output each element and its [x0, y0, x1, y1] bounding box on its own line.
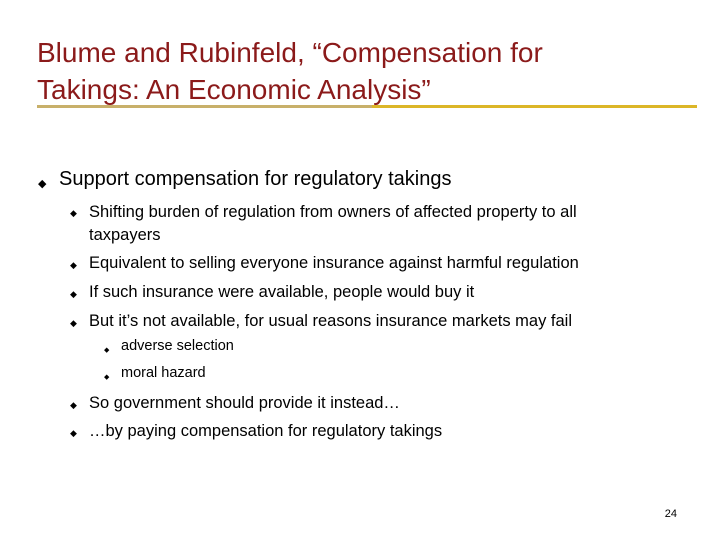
bullet-level2: If such insurance were available, people would buy it [89, 283, 475, 301]
diamond-bullet-icon: ◆ [70, 318, 77, 328]
bullet-level2-line: Shifting burden of regulation from owners of affected property to all [89, 203, 577, 221]
bullet-level2: …by paying compensation for regulatory takings [89, 422, 443, 440]
diamond-bullet-icon: ◆ [70, 400, 77, 410]
slide-title [37, 34, 697, 108]
diamond-bullet-icon: ◆ [70, 289, 77, 299]
diamond-bullet-icon: ◆ [70, 428, 77, 438]
title-underline-right [372, 105, 697, 108]
bullet-level2: Equivalent to selling everyone insurance against harmful regulation [89, 254, 579, 272]
bullet-level3: adverse selection [121, 338, 234, 354]
bullet-level1: Support compensation for regulatory takings [59, 168, 452, 190]
diamond-bullet-icon: ◆ [38, 178, 47, 190]
bullet-level3: moral hazard [121, 365, 206, 381]
diamond-bullet-icon: ◆ [70, 260, 77, 270]
diamond-bullet-icon: ◆ [104, 347, 110, 354]
bullet-level2: So government should provide it instead… [89, 394, 400, 412]
title-underline [37, 105, 697, 108]
title-line-1: Blume and Rubinfeld, “Compensation for [37, 37, 543, 68]
page-number: 24 [664, 508, 677, 520]
title-underline-left [37, 105, 377, 108]
title-line-2: Takings: An Economic Analysis” [37, 74, 431, 105]
bullet-level2: But it’s not available, for usual reasons insurance markets may fail [89, 312, 573, 330]
diamond-bullet-icon: ◆ [104, 374, 110, 381]
diamond-bullet-icon: ◆ [70, 208, 77, 218]
bullet-level2-line-continued: taxpayers [89, 226, 161, 244]
